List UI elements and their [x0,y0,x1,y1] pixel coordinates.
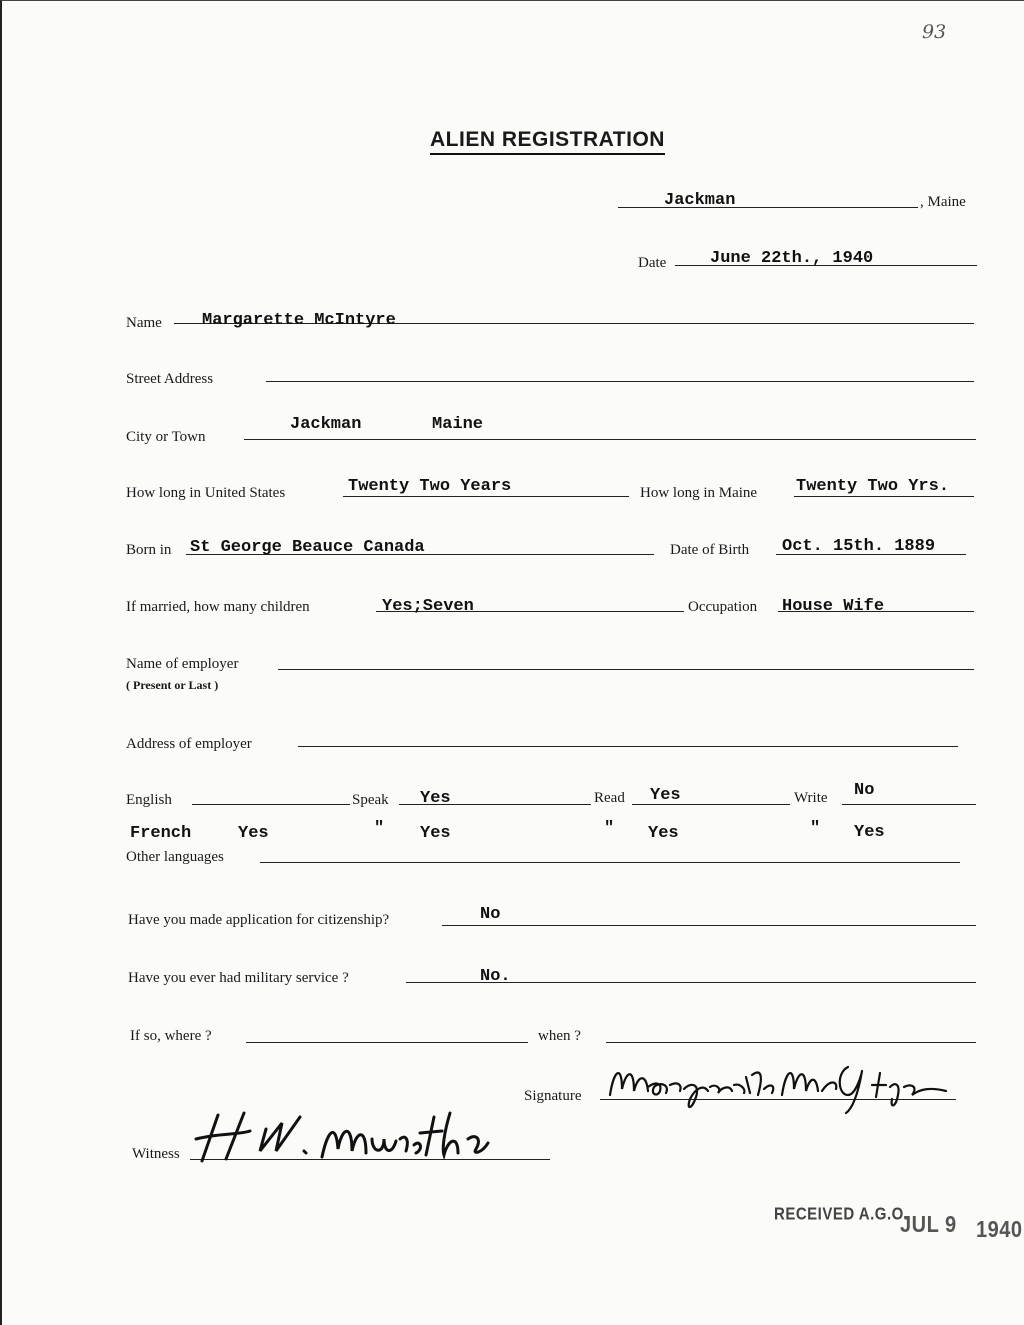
french-name: French [130,824,192,843]
citizenship-label: Have you made application for citizenship? [128,912,390,928]
received-stamp-label: RECEIVED A.G.O. [774,1204,909,1225]
children-label: If married, how many children [126,599,310,615]
dob-label: Date of Birth [670,542,750,558]
signature-label: Signature [524,1088,582,1104]
occupation-label: Occupation [688,599,758,615]
english-read-value: Yes [650,786,681,805]
citizenship-value: No [480,905,501,924]
employer-name-line [278,669,974,670]
place-value: Jackman [664,191,736,210]
witness-label: Witness [132,1146,180,1162]
citizenship-line [442,925,976,926]
street-address-line [266,381,974,382]
corner-mark: 93 [922,21,947,43]
name-label: Name [126,315,162,331]
employer-name-label: Name of employer [126,656,239,672]
employer-address-label: Address of employer [126,736,252,752]
speak-label: Speak [352,792,389,808]
where-line [246,1042,528,1043]
where-label: If so, where ? [130,1028,212,1044]
military-value: No. [480,967,511,986]
employer-address-line [298,746,958,747]
date-label: Date [638,255,667,271]
place-line [618,207,918,208]
witness-handwriting [188,1109,508,1169]
city-label: City or Town [126,429,206,445]
signature-handwriting [600,1055,960,1115]
other-languages-line [260,862,960,863]
date-value: June 22th., 1940 [710,249,874,268]
english-line [192,804,350,805]
read-label: Read [594,790,625,806]
place-state-label: , Maine [920,194,966,210]
french-value: Yes [238,824,269,843]
born-in-value: St George Beauce Canada [190,538,425,557]
when-line [606,1042,976,1043]
french-speak-value: Yes [420,824,451,843]
military-label: Have you ever had military service ? [128,970,349,986]
street-address-label: Street Address [126,371,214,387]
how-long-maine-value: Twenty Two Yrs. [796,477,950,496]
english-write-value: No [854,781,875,800]
how-long-maine-line [794,496,974,497]
write-label: Write [794,790,828,806]
how-long-maine-label: How long in Maine [640,485,758,501]
how-long-us-line [343,496,629,497]
children-value: Yes;Seven [382,597,474,616]
employer-name-sublabel: ( Present or Last ) [126,678,219,692]
how-long-us-value: Twenty Two Years [348,477,512,496]
ditto-write: " [810,819,821,838]
form-title: ALIEN REGISTRATION [430,128,665,155]
when-label: when ? [538,1028,581,1044]
write-line [842,804,976,805]
born-in-label: Born in [126,542,172,558]
french-read-value: Yes [648,824,679,843]
english-label: English [126,792,172,808]
ditto-speak: " [374,819,385,838]
received-stamp-date: JUL 9 [900,1212,957,1238]
dob-value: Oct. 15th. 1889 [782,537,936,556]
english-speak-value: Yes [420,789,451,808]
other-languages-label: Other languages [126,849,224,865]
received-stamp-year: 1940 [976,1217,1023,1243]
ditto-read: " [604,819,615,838]
french-write-value: Yes [854,823,885,842]
name-value: Margarette McIntyre [202,311,396,330]
how-long-us-label: How long in United States [126,485,286,501]
city-value: Jackman [290,415,362,434]
city-line [244,439,976,440]
city-state-value: Maine [432,415,484,434]
occupation-value: House Wife [782,597,885,616]
